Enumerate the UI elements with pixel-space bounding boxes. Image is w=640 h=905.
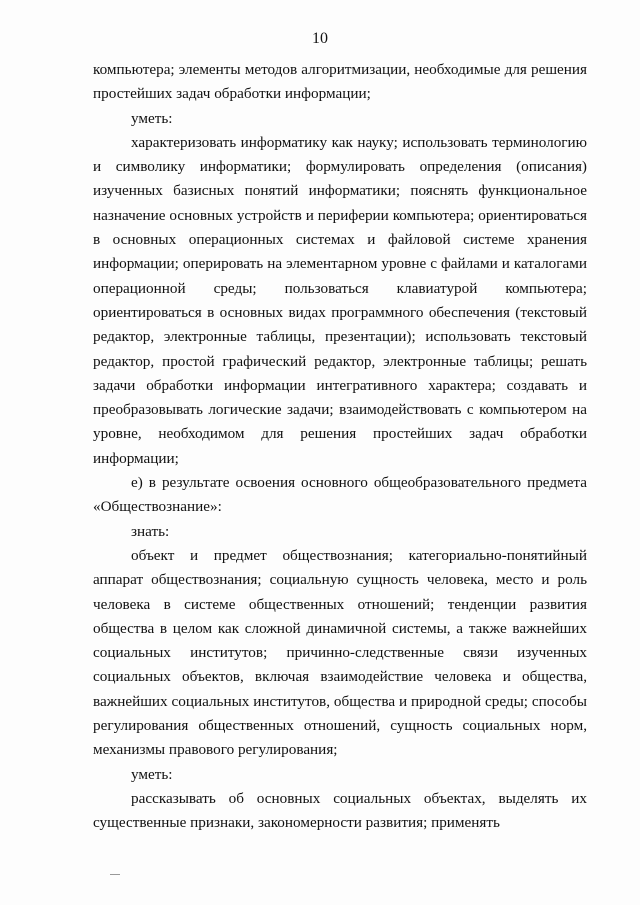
page-body <box>93 58 587 836</box>
page-number: 10 <box>312 30 328 47</box>
paragraph-social-skills: рассказывать об основных социальных объектах, выделять их существенные признаки, закономерности развития; применять <box>93 789 587 832</box>
paragraph-social-knowledge: объект и предмет обществознания; категориально-понятийный аппарат обществознания; социальную сущность человека, место и роль человека в системе общественных отношений; тенденции развития общества в целом как сложной динамичной системы, а также важнейших социальных институтов; причинно-следственные связи изученных социальных объектов, включая взаимодействие человека и общества, важнейших социальных институтов, общества и природной среды; способы регулирования общественных отношений, сущность социальных норм, механизмы правового регулирования; <box>93 546 587 759</box>
paragraph-heading-umet-2: уметь: <box>131 765 173 783</box>
scan-mark <box>110 874 120 875</box>
paragraph-heading-umet: уметь: <box>131 109 173 127</box>
paragraph-continuation: компьютера; элементы методов алгоритмизации, необходимые для решения простейших задач обработки информации; <box>93 61 587 103</box>
paragraph-informatics-skills: характеризовать информатику как науку; использовать терминологию и символику информатики; формулировать определения (описания) изученных базисных понятий информатики; пояснять функциональное назначение основных устройств и периферии компьютера; ориентироваться в основных операционных системах и файловой системе хранения информации; оперировать на элементарном уровне с файлами и каталогами операционной среды; пользоваться клавиатурой компьютера; ориентироваться в основных видах программного обеспечения (текстовый редактор, электронные таблицы, презентации); использовать текстовый редактор, простой графический редактор, электронные таблицы; решать задачи обработки информации интегративного характера; создавать и преобразовывать логические задачи; взаимодействовать с компьютером на уровне, необходимом для решения простейших задач обработки информации; <box>93 133 587 467</box>
paragraph-heading-znat: знать: <box>131 522 170 540</box>
paragraph-section-e: е) в результате освоения основного общеобразовательного предмета «Обществознание»: <box>93 474 587 516</box>
